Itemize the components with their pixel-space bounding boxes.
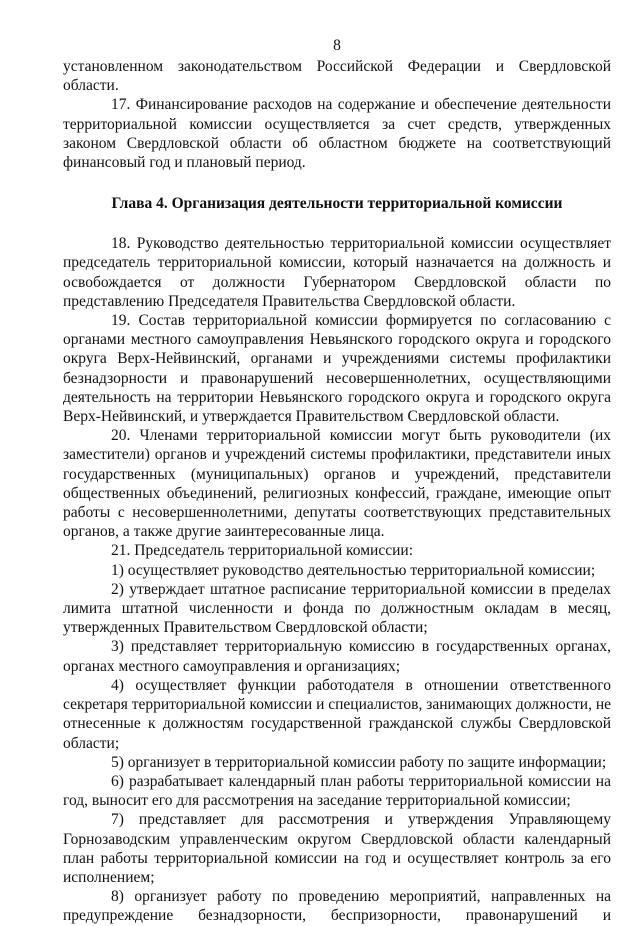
document-page <box>63 36 611 926</box>
chapter-heading: Глава 4. Организация деятельности территориальной комиссии <box>111 195 563 213</box>
paragraph-19: 19. Состав территориальной комиссии формируется по согласованию с органами местного самоуправления Невьянского городского округа и городского округа Верх-Нейвинский, органами и учреждениями системы профилактики безнадзорности и правонарушений несовершеннолетних, осуществляющими деятельность на территории Невьянского городского округа и городского округа Верх-Нейвинский, и утверждается Правительством Свердловской области. <box>63 312 611 426</box>
list-item-21-2: 2) утверждает штатное расписание территориальной комиссии в пределах лимита штатной численности и фонда по должностным окладам в месяц, утвержденных Правительством Свердловской области; <box>63 580 611 637</box>
list-item-21-3: 3) представляет территориальную комиссию в государственных органах, органах местного самоуправления и организациях; <box>63 638 611 675</box>
paragraph-17: 17. Финансирование расходов на содержание и обеспечение деятельности территориальной комиссии осуществляется за счет средств, утвержденных законом Свердловской области об областном бюджете на соответствующий финансовый год и плановый период. <box>63 96 611 172</box>
paragraph-16-continuation: установленном законодательством Российской Федерации и Свердловской области. <box>63 58 611 95</box>
list-item-21-1: 1) осуществляет руководство деятельностью территориальной комиссии; <box>111 561 596 579</box>
list-item-21-4: 4) осуществляет функции работодателя в отношении ответственного секретаря территориальной комиссии и специалистов, занимающих должности, не отнесенные к должностям государственной гражданской службы Свердловской области; <box>63 676 611 752</box>
paragraph-21: 21. Председатель территориальной комиссии: <box>111 542 414 560</box>
list-item-21-8: 8) организует работу по проведению мероприятий, направленных на предупреждение безнадзорности, беспризорности, правонарушений и <box>63 888 611 925</box>
page-number: 8 <box>333 37 341 54</box>
paragraph-18: 18. Руководство деятельностью территориальной комиссии осуществляет председатель территориальной комиссии, который назначается на должность и освобождается от должности Губернатором Свердловской области по представлению Председателя Правительства Свердловской области. <box>63 235 611 310</box>
list-item-21-5: 5) организует в территориальной комиссии работу по защите информации; <box>111 753 607 771</box>
list-item-21-6: 6) разрабатывает календарный план работы территориальной комиссии на год, выносит его для рассмотрения на заседание территориальной комиссии; <box>63 772 611 810</box>
list-item-21-7: 7) представляет для рассмотрения и утверждения Управляющему Горнозаводским управленческим округом Свердловской области календарный план работы территориальной комиссии на год и осуществляет контроль за его исполнением; <box>63 811 611 886</box>
paragraph-20: 20. Членами территориальной комиссии могут быть руководители (их заместители) органов и учреждений системы профилактики, представители иных государственных (муниципальных) органов и учреждений, представители общественных объединений, религиозных конфессий, граждане, имеющие опыт работы с несовершеннолетними, депутаты соответствующих представительных органов, а также другие заинтересованные лица. <box>63 427 611 541</box>
